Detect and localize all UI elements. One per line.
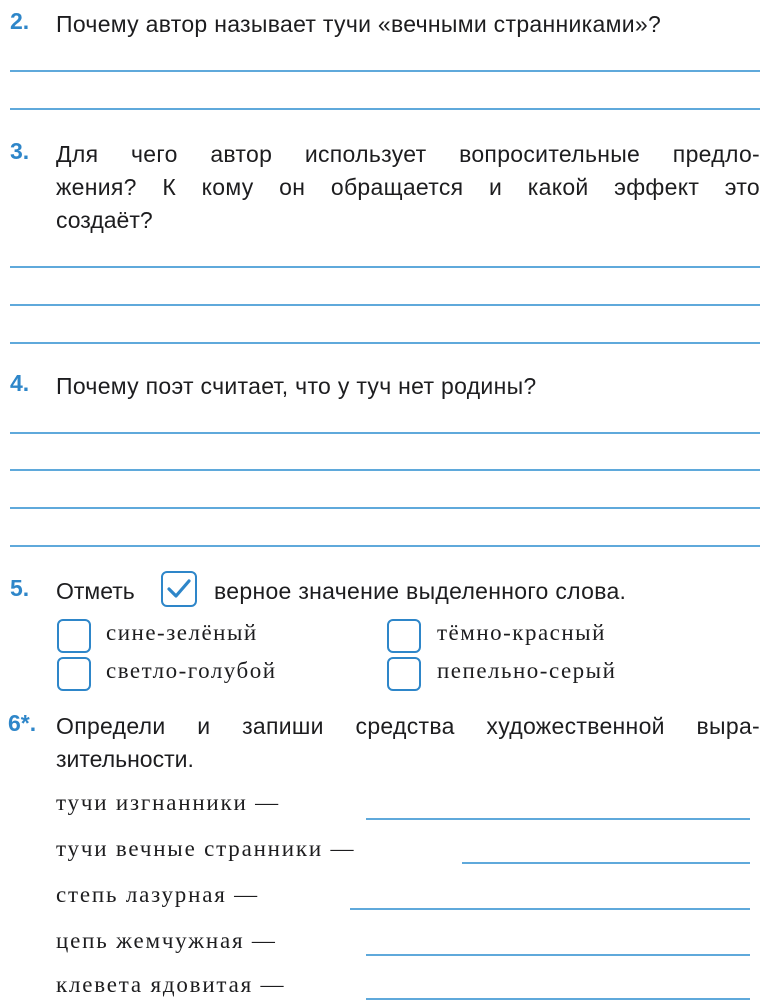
answer-line[interactable] (10, 304, 760, 306)
answer-line[interactable] (10, 469, 760, 471)
question-number: 2. (10, 8, 30, 34)
question-text-after: верное значение выделенного слова. (214, 578, 627, 604)
question-number: 3. (10, 138, 30, 164)
question-text: Почему поэт считает, что у туч нет родины? (56, 373, 537, 399)
answer-line[interactable] (462, 862, 750, 864)
question-text (56, 138, 760, 237)
option-label: тёмно-красный (437, 620, 606, 645)
phrase-label: тучи вечные странники — (56, 836, 356, 861)
answer-line[interactable] (10, 545, 760, 547)
phrase-label: степь лазурная — (56, 882, 259, 907)
answer-line[interactable] (10, 507, 760, 509)
question-number: 6*. (8, 710, 37, 736)
phrase-label: цепь жемчужная — (56, 928, 277, 953)
question-text (56, 710, 760, 776)
option-checkbox[interactable] (57, 619, 91, 653)
question-text-line: жения? К кому он обращается и какой эффект это (56, 174, 760, 200)
question-text-line: Для чего автор использует вопросительные предло- (56, 141, 760, 167)
answer-line[interactable] (10, 108, 760, 110)
question-number: 5. (10, 575, 30, 601)
option-label: светло-голубой (106, 658, 277, 683)
answer-line[interactable] (10, 266, 760, 268)
answer-line[interactable] (10, 432, 760, 434)
checkmark-example-box (161, 571, 197, 607)
question-text: Почему автор называет тучи «вечными странниками»? (56, 11, 662, 37)
answer-line[interactable] (350, 908, 750, 910)
phrase-label: клевета ядовитая — (56, 972, 286, 997)
answer-line[interactable] (366, 998, 750, 1000)
question-text-line: Определи и запиши средства художественной выра- (56, 713, 760, 739)
option-label: сине-зелёный (106, 620, 258, 645)
checkmark-icon (166, 578, 192, 600)
question-text-before: Отметь (56, 578, 135, 604)
answer-line[interactable] (366, 954, 750, 956)
option-label: пепельно-серый (437, 658, 617, 683)
question-text-line: зительности. (56, 746, 194, 772)
option-checkbox[interactable] (387, 657, 421, 691)
phrase-label: тучи изгнанники — (56, 790, 280, 815)
answer-line[interactable] (10, 70, 760, 72)
option-checkbox[interactable] (57, 657, 91, 691)
answer-line[interactable] (10, 342, 760, 344)
question-text-line: создаёт? (56, 207, 153, 233)
question-number: 4. (10, 370, 30, 396)
answer-line[interactable] (366, 818, 750, 820)
option-checkbox[interactable] (387, 619, 421, 653)
